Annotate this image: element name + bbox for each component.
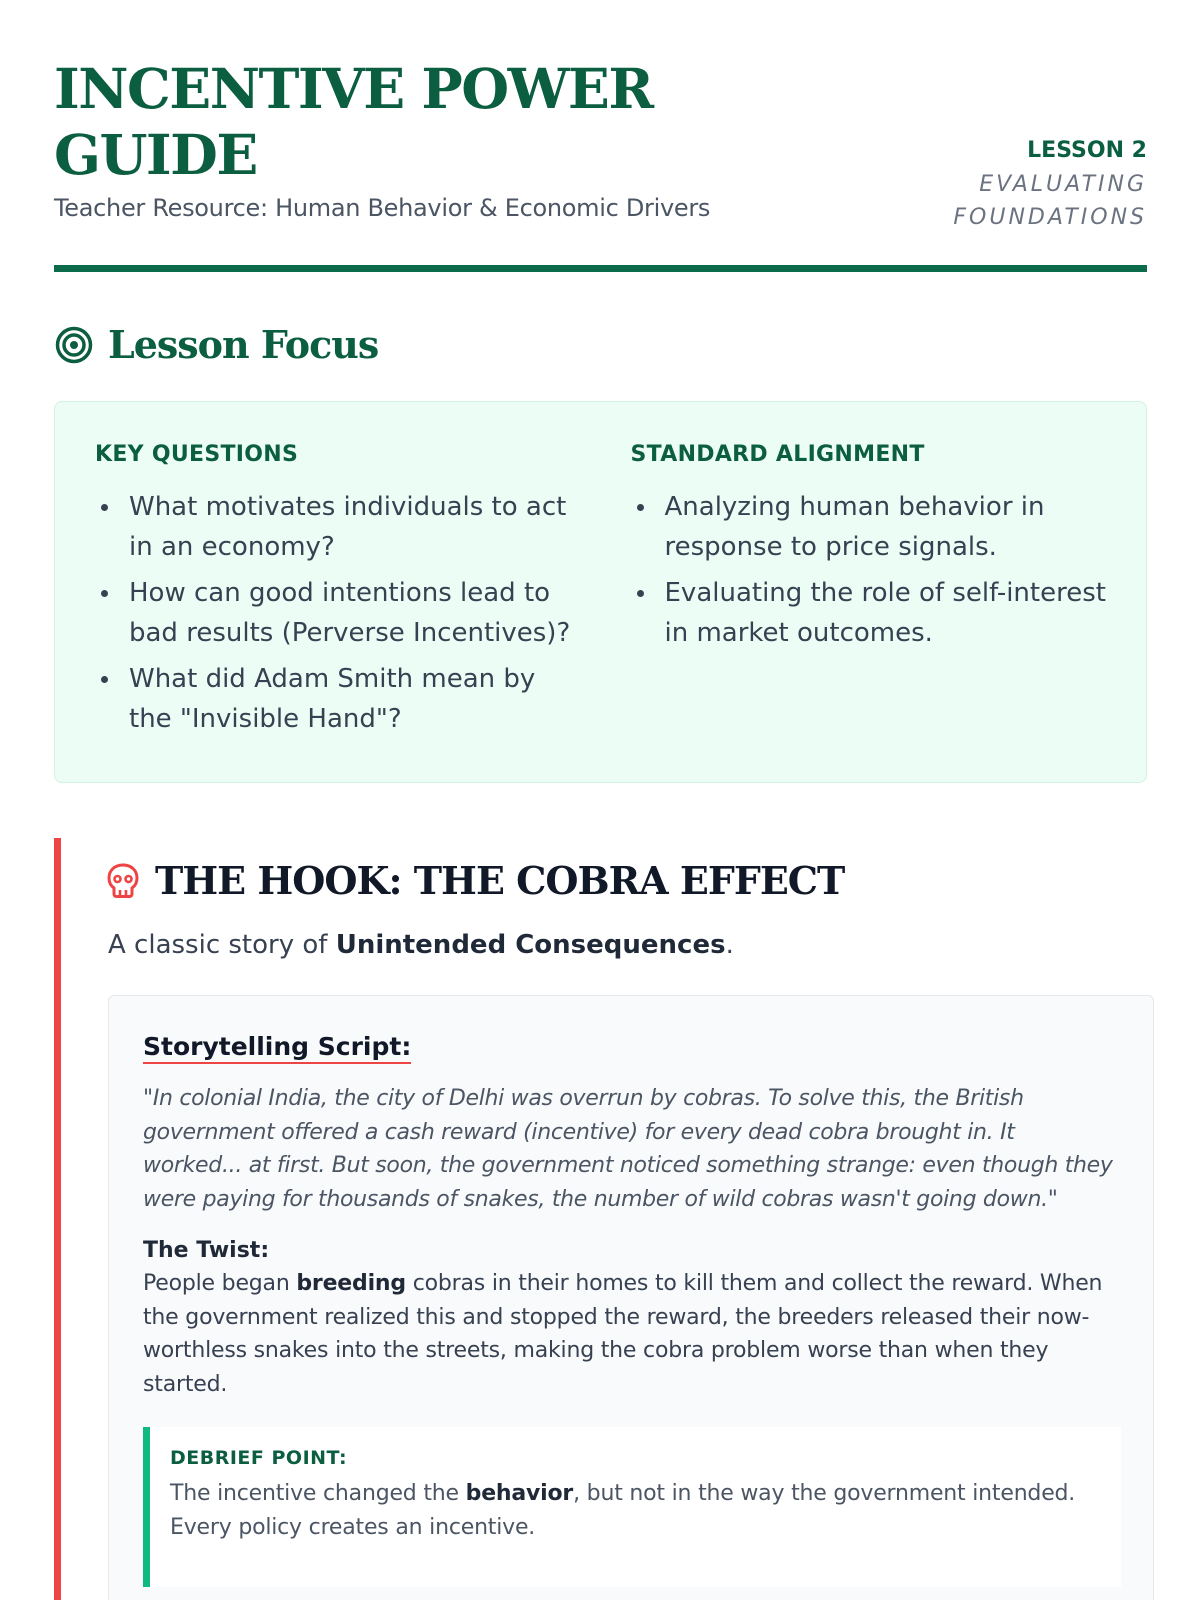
skull-icon (105, 862, 141, 900)
standard-alignment-title: STANDARD ALIGNMENT (630, 442, 925, 467)
hook-section (54, 838, 1147, 1600)
lesson-meta (947, 134, 1147, 234)
standard-alignment (631, 442, 1107, 782)
debrief-callout (143, 1427, 1121, 1587)
page-title: INCENTIVE POWER GUIDE (54, 56, 653, 187)
lesson-subtitle: EVALUATING FOUNDATIONS (953, 172, 1147, 230)
key-questions-title: KEY QUESTIONS (95, 442, 299, 467)
twist-text-end: cobras in their homes to kill them and collect the reward. When the government realized this and stopped the reward, the breeders released their now-worthless snakes into the streets, making the cobra problem worse than when they started. (143, 1271, 1103, 1397)
hook-intro-text: A classic story of (108, 930, 336, 960)
key-questions-list (95, 487, 571, 739)
list-item: Evaluating the role of self-interest in market outcomes. (631, 573, 1107, 653)
hook-heading (105, 858, 844, 903)
script-quote: "In colonial India, the city of Delhi was overrun by cobras. To solve this, the British government offered a cash reward (incentive) for every dead cobra brought in. It worked... at first. But soon, the government noticed something strange: even though they were paying for thousands of snakes, the number of wild cobras wasn't going down." (143, 1086, 1113, 1212)
debrief-text (170, 1477, 1101, 1544)
lesson-focus-heading (54, 322, 378, 367)
storytelling-script-box (108, 995, 1154, 1600)
twist-label: The Twist: (143, 1238, 270, 1263)
page-subtitle: Teacher Resource: Human Behavior & Economic Drivers (54, 194, 711, 222)
script-label: Storytelling Script: (143, 1032, 411, 1064)
list-item: Analyzing human behavior in response to price signals. (631, 487, 1107, 567)
lesson-number: LESSON 2 (1027, 138, 1147, 163)
hook-intro (108, 930, 734, 960)
target-icon (54, 325, 94, 365)
hook-intro-end: . (725, 930, 734, 960)
debrief-text-end: , but not in the way the government intended. Every policy creates an incentive. (170, 1481, 1076, 1540)
debrief-label: DEBRIEF POINT: (170, 1447, 348, 1469)
lesson-focus-panel (54, 401, 1147, 783)
twist-text-emphasis: breeding (296, 1271, 406, 1296)
twist-text (143, 1267, 1119, 1401)
list-item: How can good intentions lead to bad results (Perverse Incentives)? (95, 573, 571, 653)
standard-alignment-list (631, 487, 1107, 653)
debrief-text-start: The incentive changed the (170, 1481, 466, 1506)
page-header (54, 56, 1147, 272)
hook-title: THE HOOK: THE COBRA EFFECT (155, 858, 845, 903)
list-item: What motivates individuals to act in an economy? (95, 487, 571, 567)
list-item: What did Adam Smith mean by the "Invisible Hand"? (95, 659, 571, 739)
lesson-focus-title: Lesson Focus (108, 322, 379, 367)
hook-intro-emphasis: Unintended Consequences (335, 930, 726, 960)
debrief-text-emphasis: behavior (465, 1481, 574, 1506)
twist-text-start: People began (143, 1271, 297, 1296)
key-questions (95, 442, 571, 782)
